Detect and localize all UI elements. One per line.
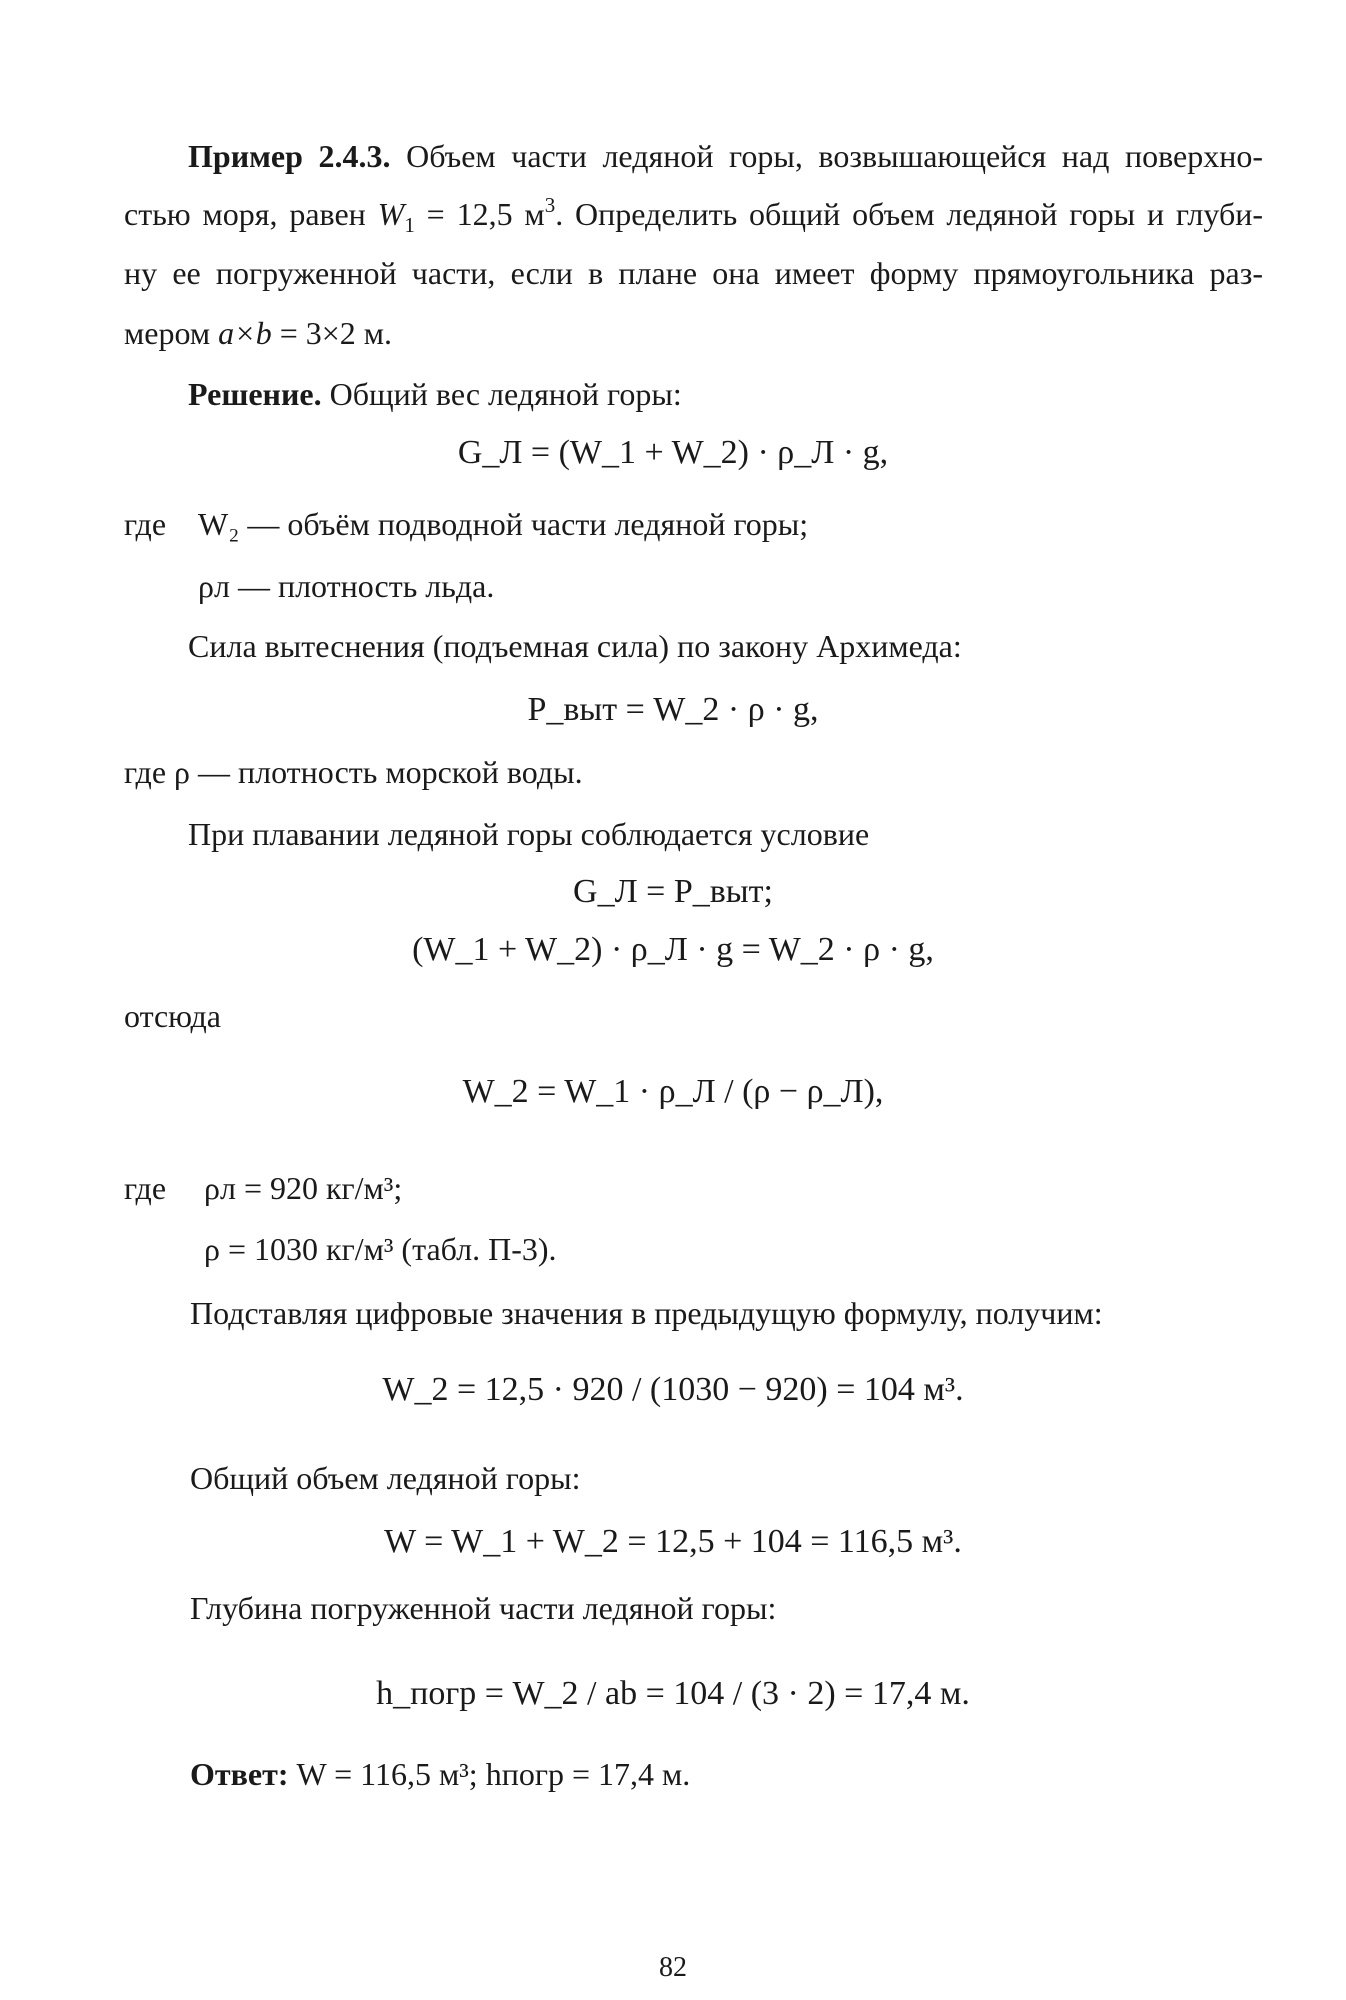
page-number: 82 <box>659 1952 687 1983</box>
equation-w2-numeric: W_2 = 12,5 · 920 / (1030 − 920) = 104 м³. <box>382 1371 964 1408</box>
value-rho-ice: ρл = 920 кг/м³; <box>204 1170 403 1206</box>
hence-label: отсюда <box>124 998 221 1034</box>
total-text: Общий объем ледяной горы: <box>190 1460 581 1496</box>
definition-rho-ice: ρл — плотность льда. <box>198 568 495 604</box>
equation-w2-formula: W_2 = W_1 · ρ_Л / (ρ − ρ_Л), <box>462 1073 884 1110</box>
substitute-text: Подставляя цифровые значения в предыдущую формулу, получим: <box>190 1295 1103 1331</box>
definition-w2: W₂ — объём подводной части ледяной горы; <box>198 506 809 542</box>
equation-condition-2: (W_1 + W_2) · ρ_Л · g = W_2 · ρ · g, <box>412 931 934 968</box>
example-heading: Пример 2.4.3. <box>188 138 391 174</box>
value-rho: ρ = 1030 кг/м³ (табл. П-3). <box>204 1231 557 1267</box>
example-line-3: ну ее погруженной части, если в плане она имеет форму прямоугольника раз- <box>124 255 1263 291</box>
solution-intro: Решение. Общий вес ледяной горы: <box>188 376 682 412</box>
where-label-2: где <box>124 1170 167 1206</box>
example-line-2: стью моря, равен $W_1 = 12,5$ $м^3$. Определить общий объем ледяной горы и глуби- <box>124 193 1264 237</box>
definition-rho: где ρ — плотность морской воды. <box>124 754 583 790</box>
equation-weight: G_Л = (W_1 + W_2) · ρ_Л · g, <box>457 434 889 471</box>
floating-text: При плавании ледяной горы соблюдается условие <box>188 816 870 852</box>
equation-condition-1: G_Л = P_выт; <box>573 873 773 910</box>
depth-text: Глубина погруженной части ледяной горы: <box>190 1590 777 1626</box>
equation-buoyancy: P_выт = W_2 · ρ · g, <box>527 691 819 728</box>
example-line-1: Пример 2.4.3. Объем части ледяной горы, возвышающейся над поверхно- <box>188 138 1263 174</box>
equation-total: W = W_1 + W_2 = 12,5 + 104 = 116,5 м³. <box>384 1523 962 1560</box>
archimedes-text: Сила вытеснения (подъемная сила) по закону Архимеда: <box>188 628 962 664</box>
example-line-4: мером a×b = 3×2 м. <box>124 315 393 351</box>
where-label-1: где <box>124 506 167 542</box>
answer-line: Ответ: W = 116,5 м³; hпогр = 17,4 м. <box>190 1756 691 1792</box>
solution-heading: Решение. <box>188 376 322 412</box>
equation-depth: h_погр = W_2 / ab = 104 / (3 · 2) = 17,4 м. <box>376 1675 970 1712</box>
answer-label: Ответ: <box>190 1756 289 1792</box>
